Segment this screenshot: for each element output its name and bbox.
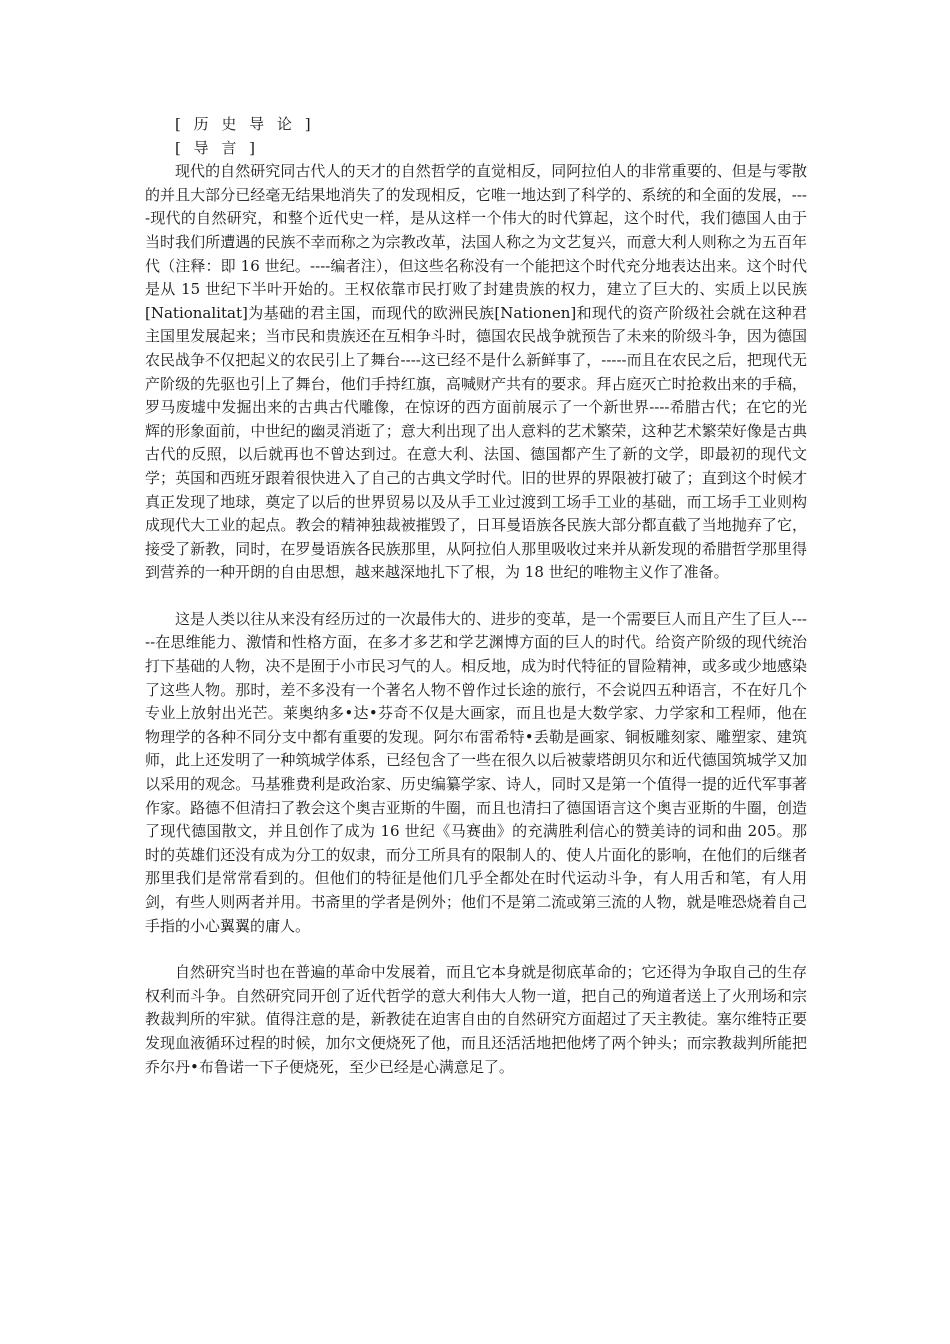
paragraph-3: 自然研究当时也在普遍的革命中发展着，而且它本身就是彻底革命的；它还得为争取自己的生存权利而斗争。自然研究同开创了近代哲学的意大利伟大人物一道，把自己的殉道者送上了火刑场和宗教裁判所的牢狱。值得注意的是，新教徒在迫害自由的自然研究方面超过了天主教徒。塞尔维特正要发现血液循环过程的时候，加尔文便烧死了他，而且还活活地把他烤了两个钟头；而宗教裁判所能把乔尔丹•布鲁诺一下子便烧死，至少已经是心满意足了。 — [145, 963, 807, 1076]
paragraph-2: 这是人类以往从来没有经历过的一次最伟大的、进步的变革，是一个需要巨人而且产生了巨人-----在思维能力、激情和性格方面，在多才多艺和学艺渊博方面的巨人的时代。给资产阶级的现代统治打下基础的人物，决不是囿于小市民习气的人。相反地，成为时代特征的冒险精神，或多或少地感染了这些人物。那时，差不多没有一个著名人物不曾作过长途的旅行，不会说四五种语言，不在好几个专业上放射出光芒。莱奥纳多•达•芬奇不仅是大画家，而且也是大数学家、力学家和工程师，他在物理学的各种不同分支中都有重要的发现。阿尔布雷希特•丢勒是画家、铜板雕刻家、雕塑家、建筑师，此上还发明了一种筑城学体系，已经包含了一些在很久以后被蒙塔朗贝尔和近代德国筑城学又加以采用的观念。马基雅费利是政治家、历史编纂学家、诗人，同时又是第一个值得一提的近代军事著作家。路德不但清扫了教会这个奥吉亚斯的牛圈，而且也清扫了德国语言这个奥吉亚斯的牛圈，创造了现代德国散文，并且创作了成为 16 世纪《马赛曲》的充满胜利信心的赞美诗的词和曲 205。那时的英雄们还没有成为分工的奴隶，而分工所具有的限制人的、使人片面化的影响，在他们的后继者那里我们是常常看到的。但他们的特征是他们几乎全都处在时代运动斗争，有人用舌和笔，有人用剑，有些人则两者并用。书斋里的学者是例外；他们不是第二流或第三流的人物，就是唯恐烧着自己手指的小心翼翼的庸人。 — [145, 609, 807, 935]
paragraph-1: 现代的自然研究同古代人的天才的自然哲学的直觉相反，同阿拉伯人的非常重要的、但是与零散的并且大部分已经毫无结果地消失了的发现相反，它唯一地达到了科学的、系统的和全面的发展，----现代的自然研究，和整个近代史一样，是从这样一个伟大的时代算起，这个时代，我们德国人由于当时我们所遭遇的民族不幸而称之为宗教改革，法国人称之为文艺复兴，而意大利人则称之为五百年代（注释：即 16 世纪。----编者注），但这些名称没有一个能把这个时代充分地表达出来。这个时代是从 15 世纪下半叶开始的。王权依靠市民打败了封建贵族的权力，建立了巨大的、实质上以民族[Nationalitat]为基础的君主国，而现代的欧洲民族[Nationen]和现代的资产阶级社会就在这种君主国里发展起来；当市民和贵族还在互相争斗时，德国农民战争就预告了未来的阶级斗争，因为德国农民战争不仅把起义的农民引上了舞台----这已经不是什么新鲜事了，-----而且在农民之后，把现代无产阶级的先驱也引上了舞台，他们手持红旗，高喊财产共有的要求。拜占庭灭亡时抢救出来的手稿，罗马废墟中发掘出来的古典古代雕像，在惊讶的西方面前展示了一个新世界----希腊古代；在它的光辉的形象面前，中世纪的幽灵消逝了；意大利出现了出人意料的艺术繁荣，这种艺术繁荣好像是古典古代的反照，以后就再也不曾达到过。在意大利、法国、德国都产生了新的文学，即最初的现代文学；英国和西班牙跟着很快进入了自己的古典文学时代。旧的世界的界限被打破了；直到这个时候才真正发现了地球，奠定了以后的世界贸易以及从手工业过渡到工场手工业的基础，而工场手工业则构成现代大工业的起点。教会的精神独裁被摧毁了，日耳曼语族各民族大部分都直截了当地抛弃了它，接受了新教，同时，在罗曼语族各民族那里，从阿拉伯人那里吸收过来并从新发现的希腊哲学那里得到营养的一种开朗的自由思想，越来越深地扎下了根，为 18 世纪的唯物主义作了准备。 — [145, 162, 807, 582]
document-page — [145, 113, 807, 1079]
section-heading-introduction: [ 导 言 ] — [175, 138, 260, 157]
section-heading-history: [ 历 史 导 论 ] — [175, 115, 315, 133]
